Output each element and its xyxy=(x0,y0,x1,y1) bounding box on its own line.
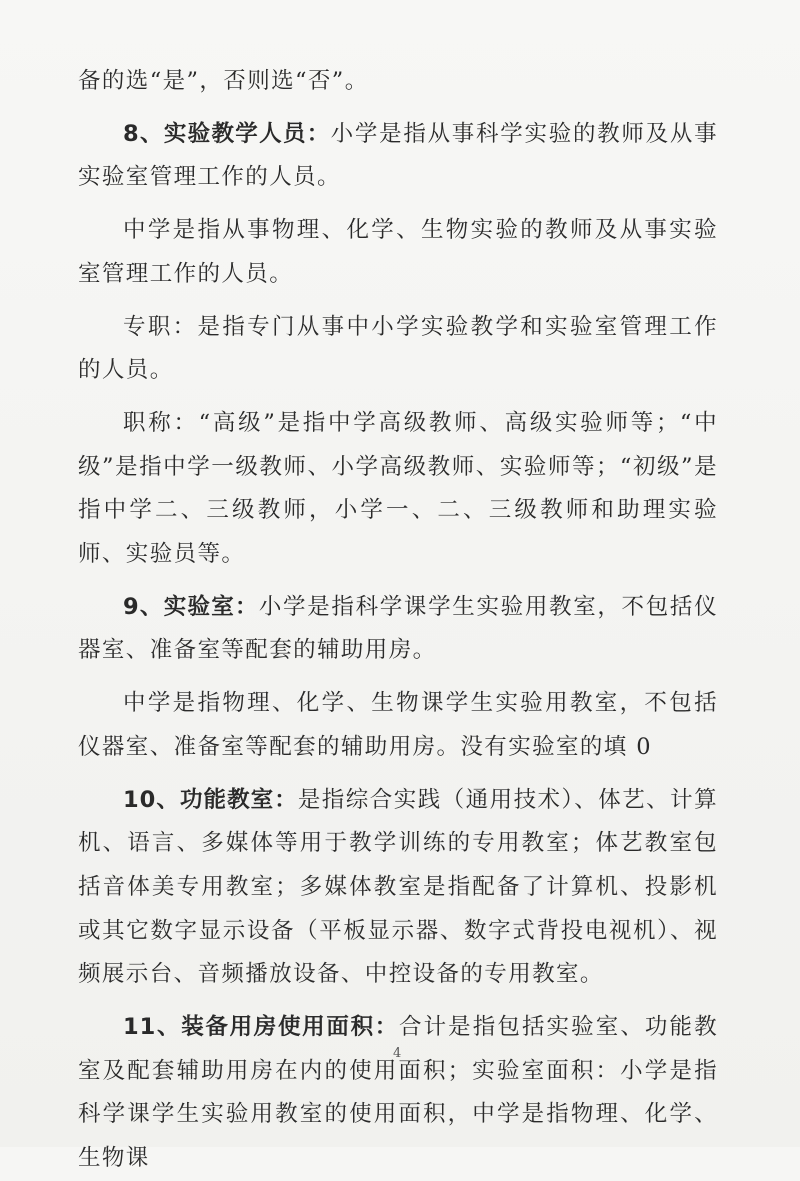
paragraph-3-text: 专职：是指专门从事中小学实验教学和实验室管理工作的人员。 xyxy=(78,313,718,384)
paragraph-0 xyxy=(78,60,718,104)
paragraph-6 xyxy=(78,682,718,769)
paragraph-5-term: 9、实验室： xyxy=(123,593,259,620)
document-body xyxy=(78,60,718,1181)
paragraph-5-text: 小学是指科学课学生实验用教室，不包括仪器室、准备室等配套的辅助用房。 xyxy=(78,593,718,664)
page-number: 4 xyxy=(393,1046,402,1061)
paragraph-1 xyxy=(78,113,718,200)
paragraph-2-text: 中学是指从事物理、化学、生物实验的教师及从事实验室管理工作的人员。 xyxy=(78,217,718,287)
paragraph-7 xyxy=(78,779,718,998)
paragraph-8-term: 11、装备用房使用面积： xyxy=(123,1014,399,1041)
paragraph-5 xyxy=(78,586,718,673)
paragraph-4-text: 职称：“高级”是指中学高级教师、高级实验师等；“中级”是指中学一级教师、小学高级教师、实验师等；“初级”是指中学二、三级教师，小学一、二、三级教师和助理实验师、实验员等。 xyxy=(78,409,718,568)
paragraph-6-text: 中学是指物理、化学、生物课学生实验用教室，不包括仪器室、准备室等配套的辅助用房。没有实验室的填 0 xyxy=(78,690,718,760)
paragraph-1-term: 8、实验教学人员： xyxy=(123,120,331,147)
paragraph-3 xyxy=(78,306,718,393)
paragraph-1-text: 小学是指从事科学实验的教师及从事实验室管理工作的人员。 xyxy=(78,120,719,191)
paragraph-8-text: 合计是指包括实验室、功能教室及配套辅助用房在内的使用面积；实验室面积：小学是指科学课学生实验用教室的使用面积，中学是指物理、化学、生物课 xyxy=(78,1014,719,1172)
paragraph-8 xyxy=(78,1006,718,1181)
paragraph-2 xyxy=(78,209,718,296)
paragraph-7-term: 10、功能教室： xyxy=(123,786,298,813)
paragraph-4 xyxy=(78,402,718,577)
paragraph-7-text: 是指综合实践（通用技术）、体艺、计算机、语言、多媒体等用于教学训练的专用教室；体艺教室包括音体美专用教室；多媒体教室是指配备了计算机、投影机或其它数字显示设备（平板显示器、数字式背投电视机）、视频展示台、音频播放设备、中控设备的专用教室。 xyxy=(78,786,719,988)
paragraph-0-text: 备的选“是”，否则选“否”。 xyxy=(78,68,369,94)
